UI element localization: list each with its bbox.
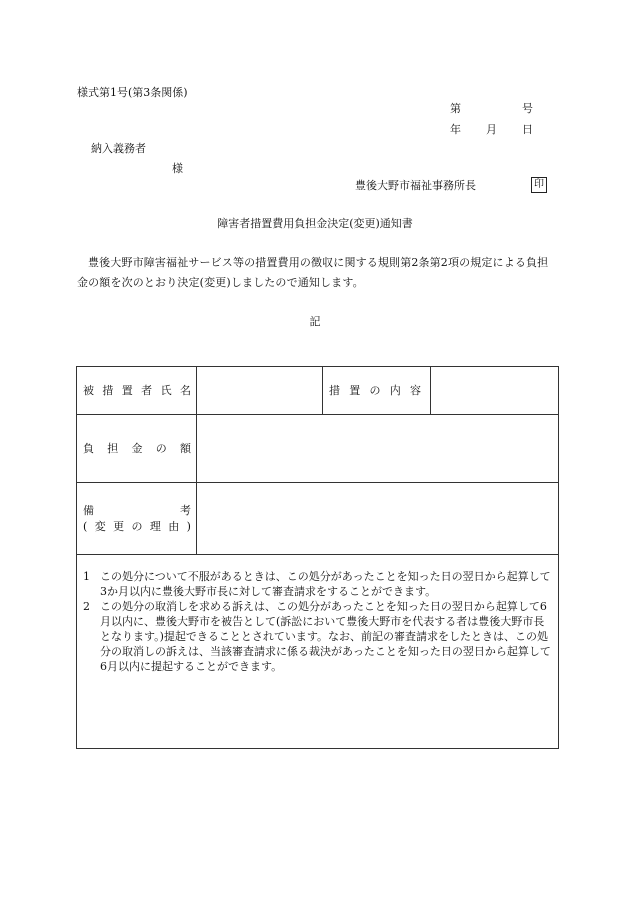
name-label-cell (77, 367, 197, 415)
amount-label-cell (77, 415, 197, 483)
remarks-label-cell (77, 483, 197, 555)
number-prefix: 第 (450, 102, 461, 115)
honorific: 様 (172, 162, 183, 175)
remarks-sub-label: ( 変 更 の 理 由 ) (83, 520, 191, 533)
note-item (83, 599, 552, 674)
seal-mark: 印 (531, 177, 547, 193)
note-item (83, 569, 552, 599)
body-text: 豊後大野市障害福祉サービス等の措置費用の徴収に関する規則第2条第2項の規定による負担金の額を次のとおり決定(変更)しましたので通知します。 (77, 256, 549, 289)
notes-list (77, 555, 558, 674)
document-title: 障害者措置費用負担金決定(変更)通知書 (217, 217, 413, 230)
note-number: 1 (83, 570, 90, 583)
note-text: この処分の取消しを求める訴えは、この処分があったことを知った日の翌日から起算して6月以内に、豊後大野市を被告として(訴訟において豊後大野市を代表する者は豊後大野市長となります。)提起できることとされています。なお、前記の審査請求をしたときは、この処分の取消しの訴えは、当該審査請求に係る裁決があったことを知った日の翌日から起算して6月以内に提起することができます。 (100, 600, 551, 673)
date-day: 日 (522, 123, 533, 136)
date-month: 月 (486, 123, 497, 136)
main-table (76, 366, 559, 749)
remarks-label: 備 考 (83, 504, 191, 517)
note-text: この処分について不服があるときは、この処分があったことを知った日の翌日から起算して3か月以内に豊後大野市長に対して審査請求をすることができます。 (100, 570, 551, 598)
form-label: 様式第1号(第3条関係) (77, 86, 188, 99)
amount-label: 負 担 金 の 額 (83, 442, 191, 455)
content-label-cell (323, 367, 431, 415)
amount-value-cell[interactable] (197, 415, 559, 483)
remarks-value-cell[interactable] (197, 483, 559, 555)
date-year: 年 (450, 123, 461, 136)
notes-cell (77, 555, 559, 749)
name-value-cell[interactable] (197, 367, 323, 415)
obligor-label: 納入義務者 (91, 142, 146, 155)
issuer: 豊後大野市福祉事務所長 (355, 179, 476, 192)
name-label: 被 措 置 者 氏 名 (83, 384, 191, 397)
content-value-cell[interactable] (431, 367, 559, 415)
number-suffix: 号 (522, 102, 533, 115)
content-label: 措 置 の 内 容 (329, 384, 421, 397)
ki-marker: 記 (309, 315, 321, 328)
note-number: 2 (83, 600, 90, 613)
